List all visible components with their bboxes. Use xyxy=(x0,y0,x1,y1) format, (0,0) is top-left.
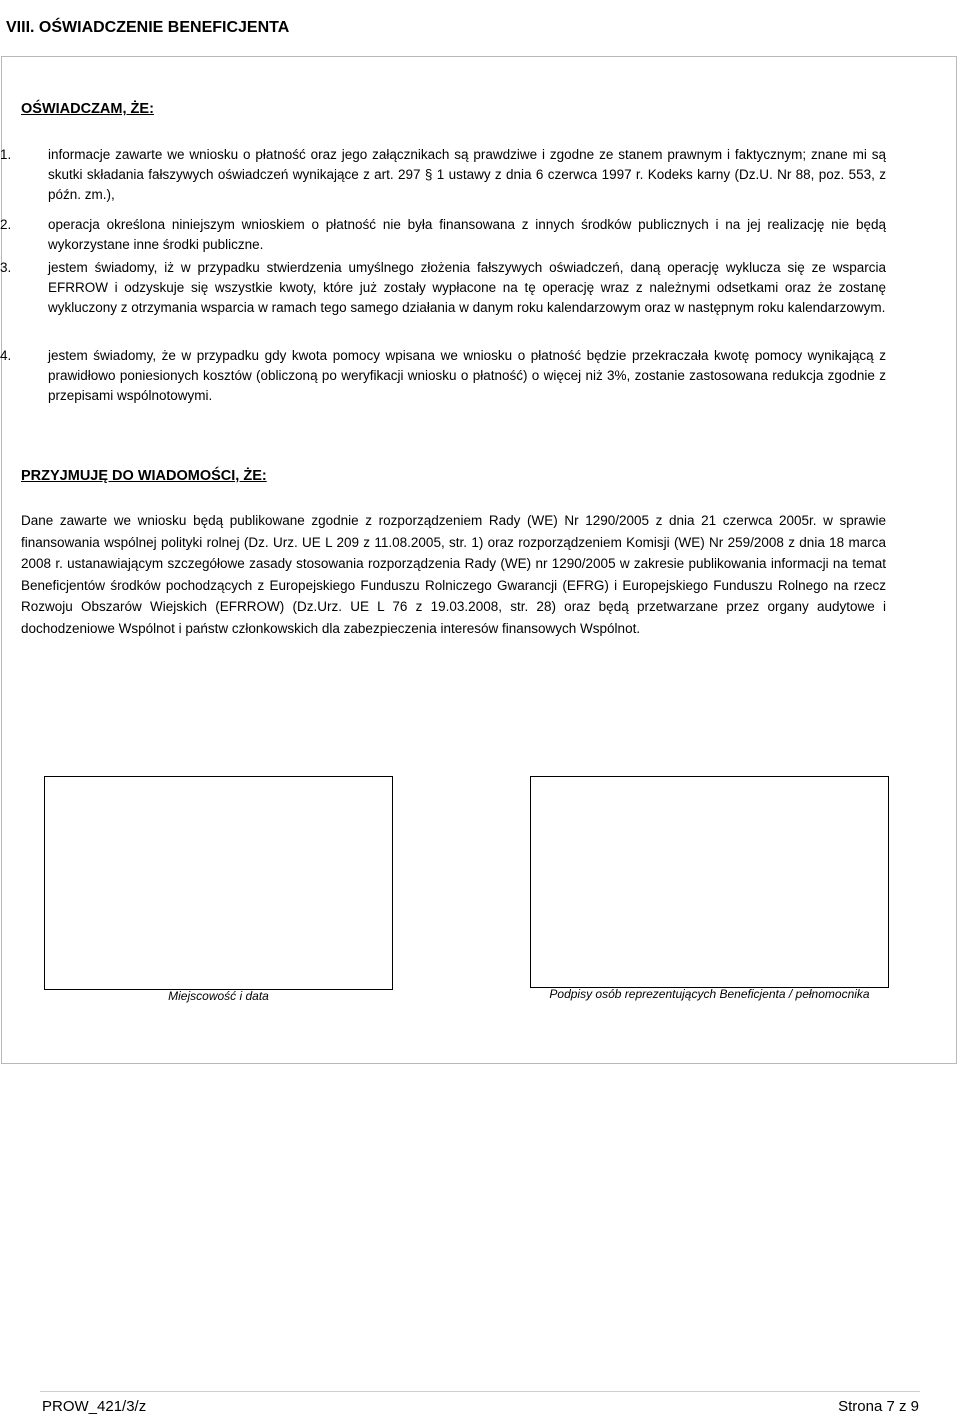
footer-doc-code: PROW_421/3/z xyxy=(42,1398,147,1415)
section-header xyxy=(0,0,960,56)
declaration-item-1 xyxy=(0,145,886,205)
item-number: 4. xyxy=(0,348,12,363)
signature-label: Podpisy osób reprezentujących Beneficjenta / pełnomocnika xyxy=(549,987,870,1001)
item-number: 2. xyxy=(0,217,12,232)
declaration-heading: OŚWIADCZAM, ŻE: xyxy=(21,101,154,117)
item-text: jestem świadomy, że w przypadku gdy kwota pomocy wpisana we wniosku o płatność będzie przekraczała kwotę pomocy wynikającą z prawidłowo poniesionych kosztów (obliczoną po weryfikacji wniosku o płatność) o więcej niż 3%, zostanie zastosowana redukcja zgodnie z przepisami wspólnotowymi. xyxy=(48,348,886,403)
declaration-item-4 xyxy=(0,346,886,406)
item-number: 3. xyxy=(0,260,12,275)
declaration-item-3 xyxy=(0,258,886,318)
item-text: jestem świadomy, iż w przypadku stwierdzenia umyślnego złożenia fałszywych oświadczeń, daną operację wyklucza się ze wsparcia EFRROW i odzyskuje się wszystkie kwoty, które już zostały wypłacone na tę operację wraz z należnymi odsetkami oraz że zostanę wykluczony z otrzymania wsparcia w ramach tego samego działania w danym roku kalendarzowym oraz w następnym roku kalendarzowym. xyxy=(48,260,886,315)
item-number: 1. xyxy=(0,147,12,162)
item-text: operacja określona niniejszym wnioskiem o płatność nie była finansowana z innych środków publicznych i na jej realizację nie będą wykorzystane inne środki publiczne. xyxy=(48,217,886,252)
place-date-label: Miejscowość i data xyxy=(168,989,269,1003)
acknowledgement-heading: PRZYJMUJĘ DO WIADOMOŚCI, ŻE: xyxy=(21,468,267,484)
footer-divider xyxy=(40,1391,920,1392)
section-title: VIII. OŚWIADCZENIE BENEFICJENTA xyxy=(6,19,290,36)
footer-page-number: Strona 7 z 9 xyxy=(838,1398,919,1415)
signature-field[interactable] xyxy=(530,776,889,988)
item-text: informacje zawarte we wniosku o płatność oraz jego załącznikach są prawdziwe i zgodne ze stanem prawnym i faktycznym; znane mi są skutki składania fałszywych oświadczeń wynikające z art. 297 § 1 ustawy z dnia 6 czerwca 1997 r. Kodeks karny (Dz.U. Nr 88, poz. 553, z późn. zm.), xyxy=(48,147,886,202)
place-date-field[interactable] xyxy=(44,776,393,990)
acknowledgement-text: Dane zawarte we wniosku będą publikowane zgodnie z rozporządzeniem Rady (WE) Nr 1290/2005 z dnia 21 czerwca 2005r. w sprawie finansowania wspólnej polityki rolnej (Dz. Urz. UE L 209 z 11.08.2005, str. 1) oraz rozporządzeniem Komisji (WE) Nr 259/2008 z dnia 18 marca 2008 r. ustanawiającym szczegółowe zasady stosowania rozporządzenia Rady (WE) nr 1290/2005 w zakresie publikowania informacji na temat Beneficjentów środków pochodzących z Europejskiego Funduszu Rolniczego Gwarancji (EFRG) i Europejskiego Funduszu Rolnego na rzecz Rozwoju Obszarów Wiejskich (EFRROW) (Dz.Urz. UE L 76 z 19.03.2008, str. 28) oraz będą przetwarzane przez organy audytowe i dochodzeniowe Wspólnot i państw członkowskich dla zabezpieczenia interesów finansowych Wspólnot. xyxy=(21,513,886,636)
declaration-item-2 xyxy=(0,215,886,255)
